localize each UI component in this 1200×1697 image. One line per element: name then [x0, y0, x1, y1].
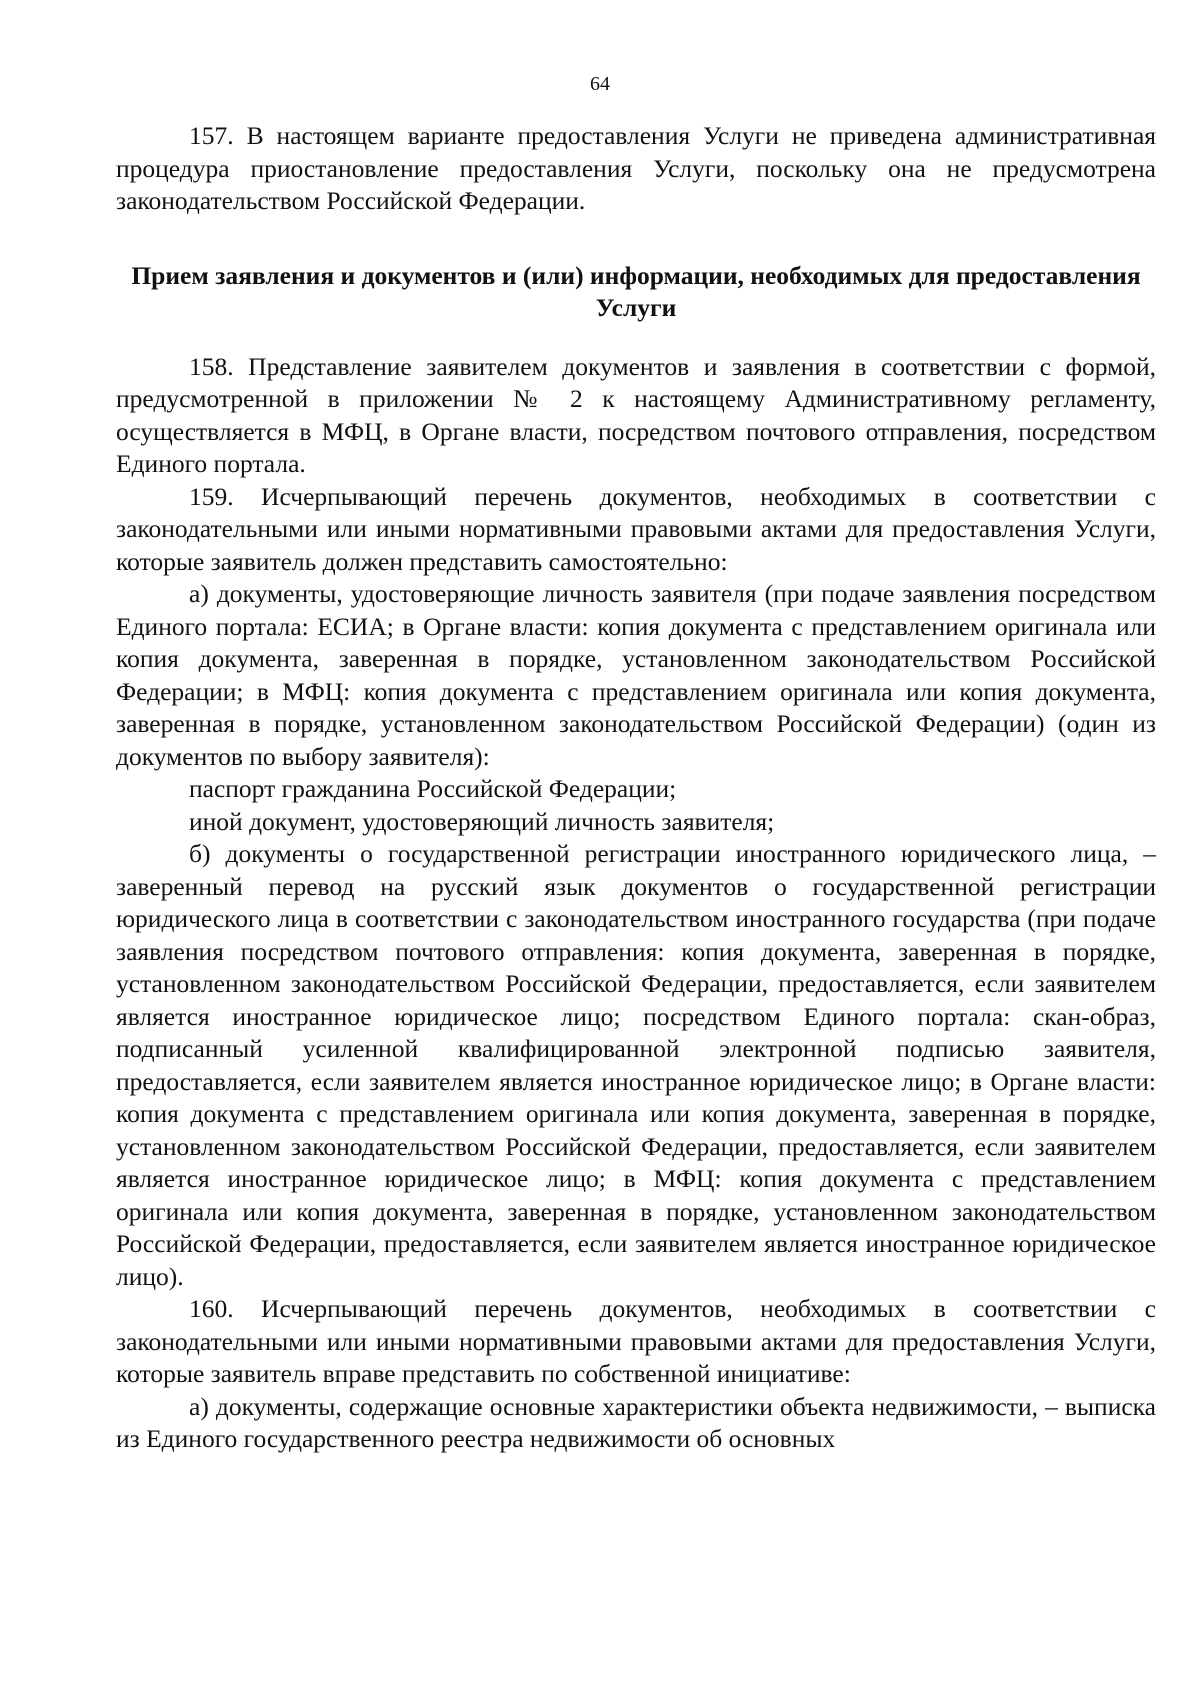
list-item-other-id: иной документ, удостоверяющий личность заявителя;: [189, 806, 775, 836]
list-item-passport: паспорт гражданина Российской Федерации;: [189, 774, 677, 803]
paragraph-159: 159. Исчерпывающий перечень документов, необходимых в соответствии с законодательными или иными нормативными правовыми актами для предоставления Услуги, которые заявитель должен представить самостоятельно:: [116, 481, 1156, 576]
paragraph-159-b: б) документы о государственной регистрации иностранного юридического лица, – заверенный перевод на русский язык документов о государственной регистрации юридического лица в соответствии с законодательством иностранного государства (при подаче заявления посредством почтового отправления: копия документа, заверенная в порядке, установленном законодательством Российской Федерации, предоставляется, если заявителем является иностранное юридическое лицо; посредством Единого портала: скан-образ, подписанный усиленной квалифицированной электронной подписью заявителя, предоставляется, если заявителем является иностранное юридическое лицо; в Органе власти: копия документа с представлением оригинала или копия документа, заверенная в порядке, установленном законодательством Российской Федерации, предоставляется, если заявителем является иностранное юридическое лицо; в МФЦ: копия документа с представлением оригинала или копия документа, заверенная в порядке, установленном законодательством Российской Федерации, предоставляется, если заявителем является иностранное юридическое лицо).: [116, 839, 1156, 1291]
paragraph-160-a: а) документы, содержащие основные характеристики объекта недвижимости, – выписка из Единого государственного реестра недвижимости об основных: [116, 1391, 1156, 1453]
page-number: 64: [590, 73, 610, 95]
paragraph-159-a: а) документы, удостоверяющие личность заявителя (при подаче заявления посредством Единого портала: ЕСИА; в Органе власти: копия документа с представлением оригинала или копия документа, заверенная в порядке, установленном законодательством Российской Федерации; в МФЦ: копия документа с представлением оригинала или копия документа, заверенная в порядке, установленном законодательством Российской Федерации) (один из документов по выбору заявителя):: [116, 579, 1156, 771]
paragraph-158: 158. Представление заявителем документов и заявления в соответствии с формой, предусмотренной в приложении № 2 к настоящему Административному регламенту, осуществляется в МФЦ, в Органе власти, посредством почтового отправления, посредством Единого портала.: [116, 351, 1156, 478]
paragraph-157: 157. В настоящем варианте предоставления Услуги не приведена административная процедура приостановление предоставления Услуги, поскольку она не предусмотрена законодательством Российской Федерации.: [116, 121, 1156, 215]
section-heading: Прием заявления и документов и (или) информации, необходимых для предоставления Услуги: [131, 260, 1141, 322]
document-body: [116, 120, 1156, 1456]
paragraph-160: 160. Исчерпывающий перечень документов, необходимых в соответствии с законодательными или иными нормативными правовыми актами для предоставления Услуги, которые заявитель вправе представить по собственной инициативе:: [116, 1294, 1156, 1388]
